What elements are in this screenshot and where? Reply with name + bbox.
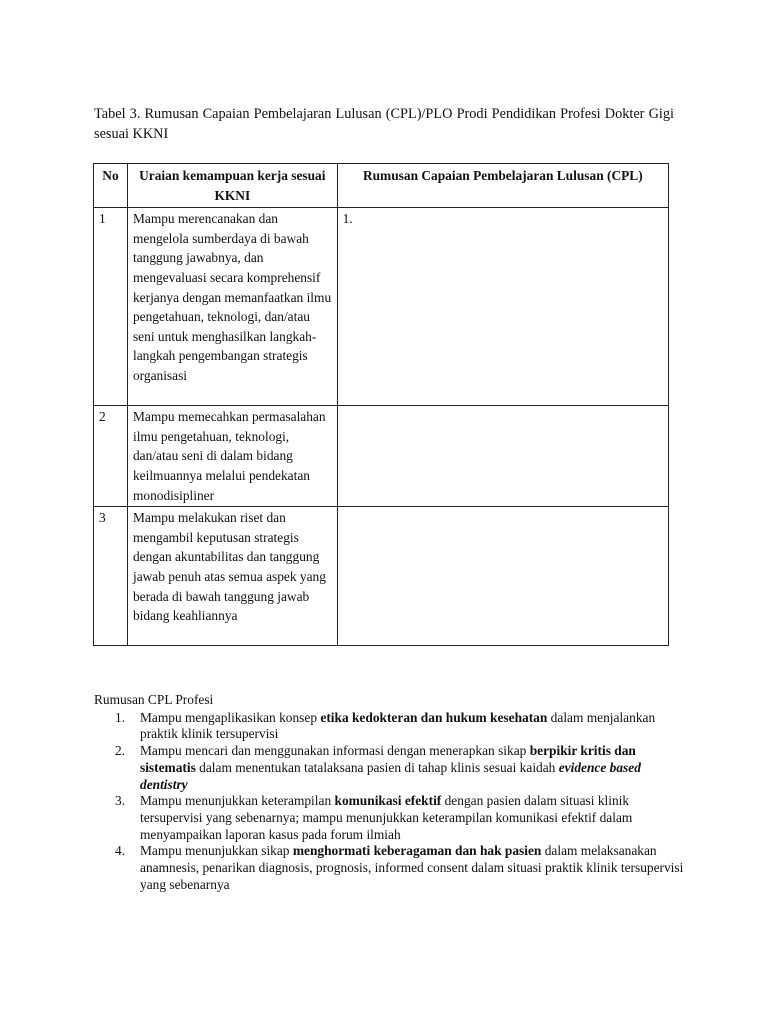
- item-text-plain: Mampu menunjukkan keterampilan: [140, 793, 335, 809]
- item-text: [140, 843, 683, 891]
- item-text-plain: dengan pasien dalam situasi klinik tersupervisi yang sebenarnya; mampu menunjukkan keterampilan komunikasi efektif dalam menyampaikan laporan kasus pada forum ilmiah: [140, 793, 633, 842]
- header-uraian: Uraian kemampuan kerja sesuai KKNI: [127, 164, 337, 208]
- row-uraian: Mampu merencanakan dan mengelola sumberdaya di bawah tanggung jawabnya, dan mengevaluasi secara komprehensif kerjanya dengan memanfaatkan ilmu pengetahuan, teknologi, dan/atau seni untuk menghasilkan langkah-langkah pengembangan strategis organisasi: [127, 208, 337, 406]
- list-number: 2.: [115, 743, 126, 759]
- row-no: 2: [94, 406, 128, 507]
- list-item: [94, 710, 684, 743]
- item-text-bold: komunikasi efektif: [334, 793, 442, 809]
- row-cpl: 1.: [337, 208, 668, 406]
- list-item: [94, 793, 684, 843]
- item-text-bold: berpikir kritis dan sistematis: [140, 743, 636, 775]
- item-text: [140, 710, 655, 742]
- item-text: [140, 743, 641, 791]
- list-item: [94, 843, 684, 893]
- table-row: [94, 406, 669, 507]
- item-text: [140, 793, 632, 841]
- list-item: [94, 743, 684, 793]
- item-text-plain: dalam menentukan tatalaksana pasien di tahap klinis sesuai kaidah: [195, 759, 559, 775]
- row-cpl: [337, 507, 668, 646]
- header-no: No: [94, 164, 128, 208]
- table-row: [94, 507, 669, 646]
- row-no: 1: [94, 208, 128, 406]
- row-uraian: Mampu melakukan riset dan mengambil keputusan strategis dengan akuntabilitas dan tanggung jawab penuh atas semua aspek yang berada di bawah tanggung jawab bidang keahliannya: [127, 507, 337, 646]
- item-text-bold-italic: evidence based dentistry: [140, 759, 641, 792]
- item-text-bold: etika kedokteran dan hukum kesehatan: [320, 709, 548, 725]
- cpl-profesi-list: [94, 710, 684, 894]
- item-text-plain: Mampu mencari dan menggunakan informasi dengan menerapkan sikap: [140, 743, 530, 759]
- list-number: 1.: [115, 709, 126, 725]
- list-number: 4.: [115, 843, 126, 859]
- table-row: [94, 208, 669, 406]
- cpl-table: [93, 163, 669, 646]
- table-caption: Tabel 3. Rumusan Capaian Pembelajaran Lulusan (CPL)/PLO Prodi Pendidikan Profesi Dokter Gigi sesuai KKNI: [94, 106, 674, 142]
- section-title: Rumusan CPL Profesi: [94, 692, 214, 707]
- list-number: 3.: [115, 793, 126, 809]
- item-text-plain: Mampu menunjukkan sikap: [140, 843, 293, 859]
- header-cpl: Rumusan Capaian Pembelajaran Lulusan (CPL): [337, 164, 668, 208]
- item-text-plain: dalam melaksanakan anamnesis, penarikan diagnosis, prognosis, informed consent dalam situasi praktik klinik tersupervisi yang sebenarnya: [140, 843, 684, 892]
- table-header-row: [94, 164, 669, 208]
- item-text-bold: menghormati keberagaman dan hak pasien: [292, 843, 542, 859]
- row-cpl: [337, 406, 668, 507]
- row-no: 3: [94, 507, 128, 646]
- cpl-profesi-section: [94, 692, 684, 893]
- item-text-plain: Mampu mengaplikasikan konsep: [140, 709, 321, 725]
- row-uraian: Mampu memecahkan permasalahan ilmu pengetahuan, teknologi, dan/atau seni di dalam bidang keilmuannya melalui pendekatan monodisipliner: [127, 406, 337, 507]
- item-text-plain: dalam menjalankan praktik klinik tersupervisi: [140, 709, 656, 742]
